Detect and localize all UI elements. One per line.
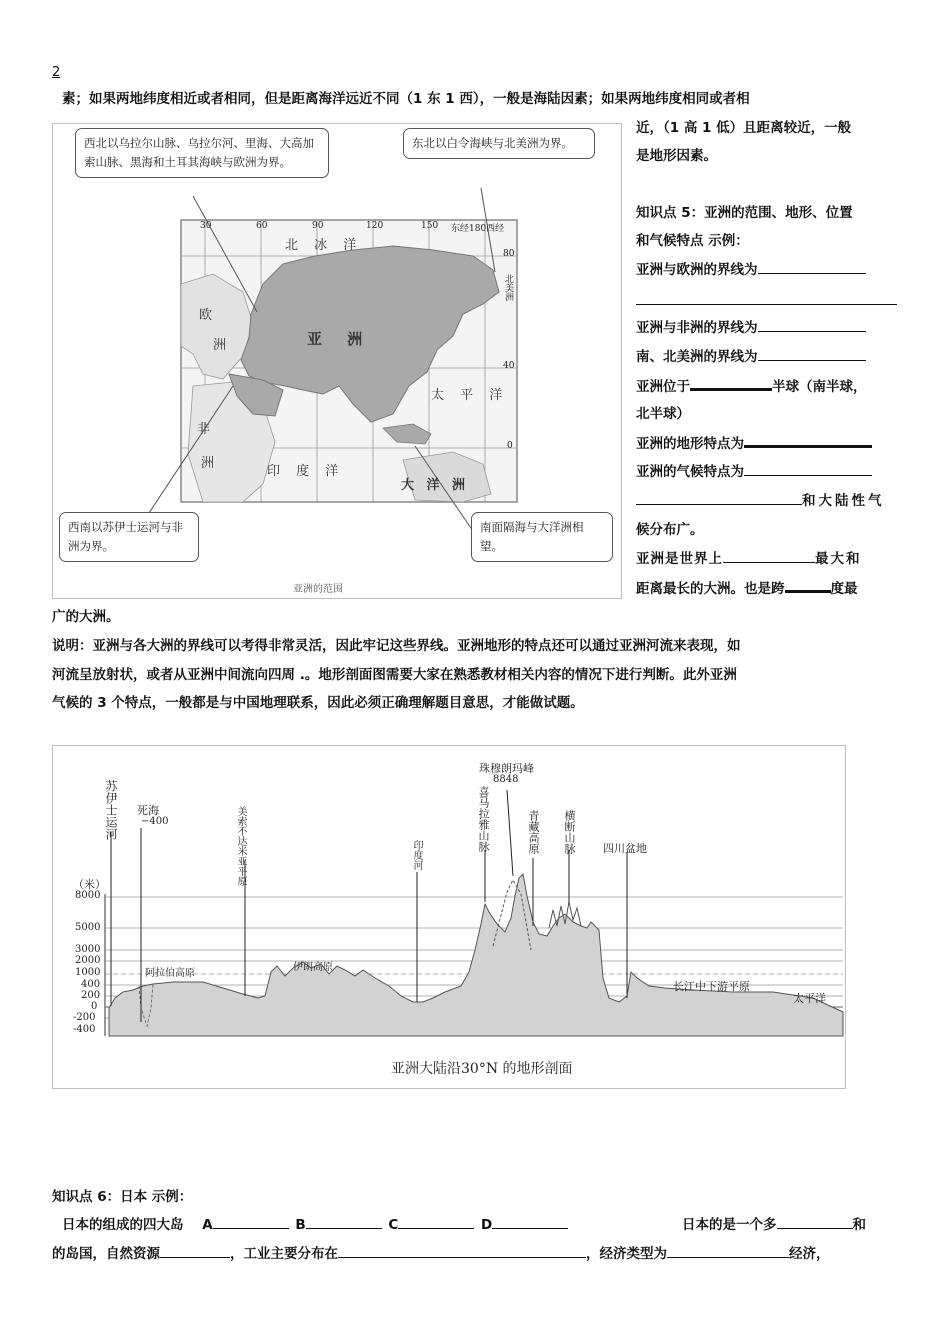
kp5-title-line2: 和气候特点 示例： (636, 233, 749, 249)
intro-line-3: 是地形因素。 (636, 148, 717, 164)
kp6-title: 知识点 6：日本 示例： (52, 1189, 193, 1205)
kp5-q9-blank[interactable] (785, 574, 831, 593)
y-tick-0: 0 (91, 1001, 98, 1012)
y-tick-8000: 8000 (75, 890, 101, 901)
kp6-industry-label: ，工业主要分布在 (230, 1246, 338, 1262)
kp5-q1-label: 亚洲与欧洲的界线为 (636, 262, 758, 278)
cross-section-caption: 亚洲大陆沿30°N 的地形剖面 (391, 1061, 573, 1077)
label-hengduan: 横断山脉 (563, 810, 576, 854)
kp5-q10: 广的大洲。 (52, 609, 120, 625)
note-line-3: 气候的 3 个特点，一般都是与中国地理联系，因此必须正确理解题目意思，才能做试题。 (52, 695, 584, 711)
page-number: 2 (52, 65, 61, 80)
kp6-line2 (52, 1240, 830, 1268)
kp5-q4-suffix: 半球（南半球， (772, 379, 867, 395)
kp6-C-label: C (388, 1217, 399, 1233)
label-pacific-ocean: 太平洋 (793, 992, 826, 1005)
label-himalaya: 喜马拉雅山脉 (477, 786, 490, 852)
label-iran-plateau: 伊朗高原 (293, 962, 333, 973)
kp6-country-blank[interactable] (777, 1212, 853, 1229)
label-africa-2: 洲 (201, 456, 215, 471)
kp5-q8-suffix: 最大和 (815, 551, 862, 567)
kp5-q1-blank-line2[interactable] (636, 304, 897, 305)
kp5-q4-label: 亚洲位于 (636, 379, 690, 395)
callout-sw: 西南以苏伊士运河与非洲为界。 (59, 512, 199, 562)
note-line-1: 说明：亚洲与各大洲的界线可以考得非常灵活，因此牢记这些界线。亚洲地形的特点还可以通过亚洲河流来表现，如 (52, 638, 741, 654)
callout-nw: 西北以乌拉尔山脉、乌拉尔河、里海、大高加索山脉、黑海和土耳其海峡与欧洲为界。 (75, 128, 329, 178)
kp5-q7-cont: 候分布广。 (636, 522, 704, 538)
kp5-q8-blank[interactable] (723, 546, 815, 563)
label-europe-2: 洲 (213, 338, 227, 353)
label-africa-1: 非 (197, 422, 211, 437)
kp5-title-line1: 知识点 5：亚洲的范围、地形、位置 (636, 205, 853, 221)
label-europe-1: 欧 (199, 308, 213, 323)
kp6-economy-blank[interactable] (667, 1241, 789, 1258)
label-arctic-ocean: 北 冰 洋 (285, 238, 363, 253)
label-oceania: 大 洋 洲 (401, 478, 470, 493)
kp5-q9-suffix: 度最 (830, 581, 858, 597)
lat-tick-40: 40 (503, 361, 515, 371)
label-sichuan-basin: 四川盆地 (603, 842, 647, 855)
y-unit: （米） (73, 878, 106, 891)
kp5-q2-blank[interactable] (758, 315, 866, 332)
label-everest: 珠穆朗玛峰 (479, 762, 534, 775)
kp5-q9 (636, 574, 858, 603)
y-tick-neg400: -400 (73, 1024, 96, 1035)
lon-tick-60: 60 (256, 221, 268, 231)
kp6-A-label: A (202, 1217, 213, 1233)
lon-tick-150: 150 (421, 221, 439, 231)
kp5-q4-blank[interactable] (690, 372, 772, 391)
kp6-B-blank[interactable] (306, 1212, 382, 1229)
y-tick-5000: 5000 (75, 922, 101, 933)
label-mesopotamia: 美索不达米亚平原 (235, 806, 246, 886)
map-caption: 亚洲的范围 (293, 584, 343, 595)
kp5-q4-cont: 北半球） (636, 406, 690, 422)
kp6-line1 (62, 1211, 568, 1239)
lon-tick-90: 90 (312, 221, 324, 231)
y-tick-neg200: -200 (73, 1012, 96, 1023)
lon-tick-180: 东经180西经 (451, 224, 505, 234)
lon-tick-30: 30 (200, 221, 212, 231)
kp5-q2 (636, 314, 866, 342)
lon-tick-120: 120 (366, 221, 384, 231)
kp5-q5-blank[interactable] (744, 429, 872, 448)
asia-map-figure (52, 123, 622, 599)
label-pacific: 太 平 洋 (431, 388, 509, 403)
kp5-q3-label: 南、北美洲的界线为 (636, 349, 758, 365)
kp5-q9-label: 距离最长的大洲。也是跨 (636, 581, 785, 597)
kp6-A-blank[interactable] (213, 1212, 289, 1229)
kp6-D-label: D (480, 1217, 493, 1233)
label-dead-sea: 死海 (137, 804, 159, 817)
kp6-D-blank[interactable] (492, 1212, 568, 1229)
kp5-q1-blank[interactable] (758, 257, 866, 274)
callout-se: 南面隔海与大洋洲相望。 (471, 512, 613, 562)
note-line-2: 河流呈放射状，或者从亚洲中间流向四周 .。地形剖面图需要大家在熟悉教材相关内容的情况下进行判断。此外亚洲 (52, 667, 737, 683)
kp5-q5 (636, 429, 872, 458)
kp6-economy-label: ，经济类型为 (586, 1246, 667, 1262)
cross-section-figure (52, 745, 846, 1089)
kp6-country-label: 日本的是一个多 (682, 1217, 777, 1233)
kp5-q1 (636, 256, 866, 284)
lat-tick-80: 80 (503, 249, 515, 259)
label-tibet-plateau: 青藏高原 (527, 810, 540, 854)
label-everest-value: 8848 (493, 774, 519, 785)
kp6-resources-blank[interactable] (160, 1241, 230, 1258)
kp5-q3-blank[interactable] (758, 344, 866, 361)
kp5-q7-blank[interactable] (636, 488, 802, 505)
kp6-resources-label: 的岛国，自然资源 (52, 1246, 160, 1262)
kp5-q4 (636, 372, 867, 401)
label-yangtze-plain: 长江中下游平原 (673, 980, 750, 993)
kp5-q7-suffix: 和大陆性气 (802, 493, 885, 509)
kp6-and: 和 (852, 1217, 866, 1233)
intro-line-1: 素；如果两地纬度相近或者相同，但是距离海洋远近不同（1 东 1 西），一般是海陆因素；如果两地纬度相同或者相 (62, 91, 750, 107)
y-tick-2000: 2000 (75, 955, 101, 966)
kp6-C-blank[interactable] (398, 1212, 474, 1229)
kp5-q6-blank[interactable] (744, 459, 872, 476)
kp6-economy-suffix: 经济， (789, 1246, 830, 1262)
kp5-q7 (636, 487, 885, 515)
kp6-B-label: B (295, 1217, 306, 1233)
kp6-line1b (682, 1211, 866, 1239)
label-indus-river: 印度河 (411, 840, 422, 870)
kp5-q6 (636, 458, 872, 486)
label-indian-ocean: 印 度 洋 (267, 464, 345, 479)
cross-section-svg (53, 746, 845, 1088)
label-asia: 亚 洲 (307, 330, 373, 348)
kp5-q6-label: 亚洲的气候特点为 (636, 464, 744, 480)
kp6-industry-blank[interactable] (338, 1241, 586, 1258)
label-arabian-plateau: 阿拉伯高原 (145, 968, 195, 979)
y-tick-400: 400 (81, 979, 101, 990)
y-tick-3000: 3000 (75, 944, 101, 955)
kp5-q8-label: 亚洲是世界上 (636, 551, 723, 567)
terrain-profile (109, 874, 843, 1036)
kp5-q5-label: 亚洲的地形特点为 (636, 436, 744, 452)
kp5-q2-label: 亚洲与非洲的界线为 (636, 320, 758, 336)
kp5-q8 (636, 545, 862, 573)
y-tick-1000: 1000 (75, 967, 101, 978)
callout-ne: 东北以白令海峡与北美洲为界。 (403, 128, 595, 159)
y-tick-200: 200 (81, 990, 101, 1001)
kp5-q3 (636, 343, 866, 371)
lat-tick-0: 0 (507, 441, 513, 451)
kp6-islands-label: 日本的组成的四大岛 (62, 1217, 184, 1233)
intro-line-2: 近，（1 高 1 低）且距离较近，一般 (636, 120, 852, 136)
label-suez-canal: 苏伊士运河 (104, 780, 118, 840)
label-north-america: 北美洲 (503, 274, 513, 301)
label-dead-sea-value: −400 (141, 816, 169, 827)
